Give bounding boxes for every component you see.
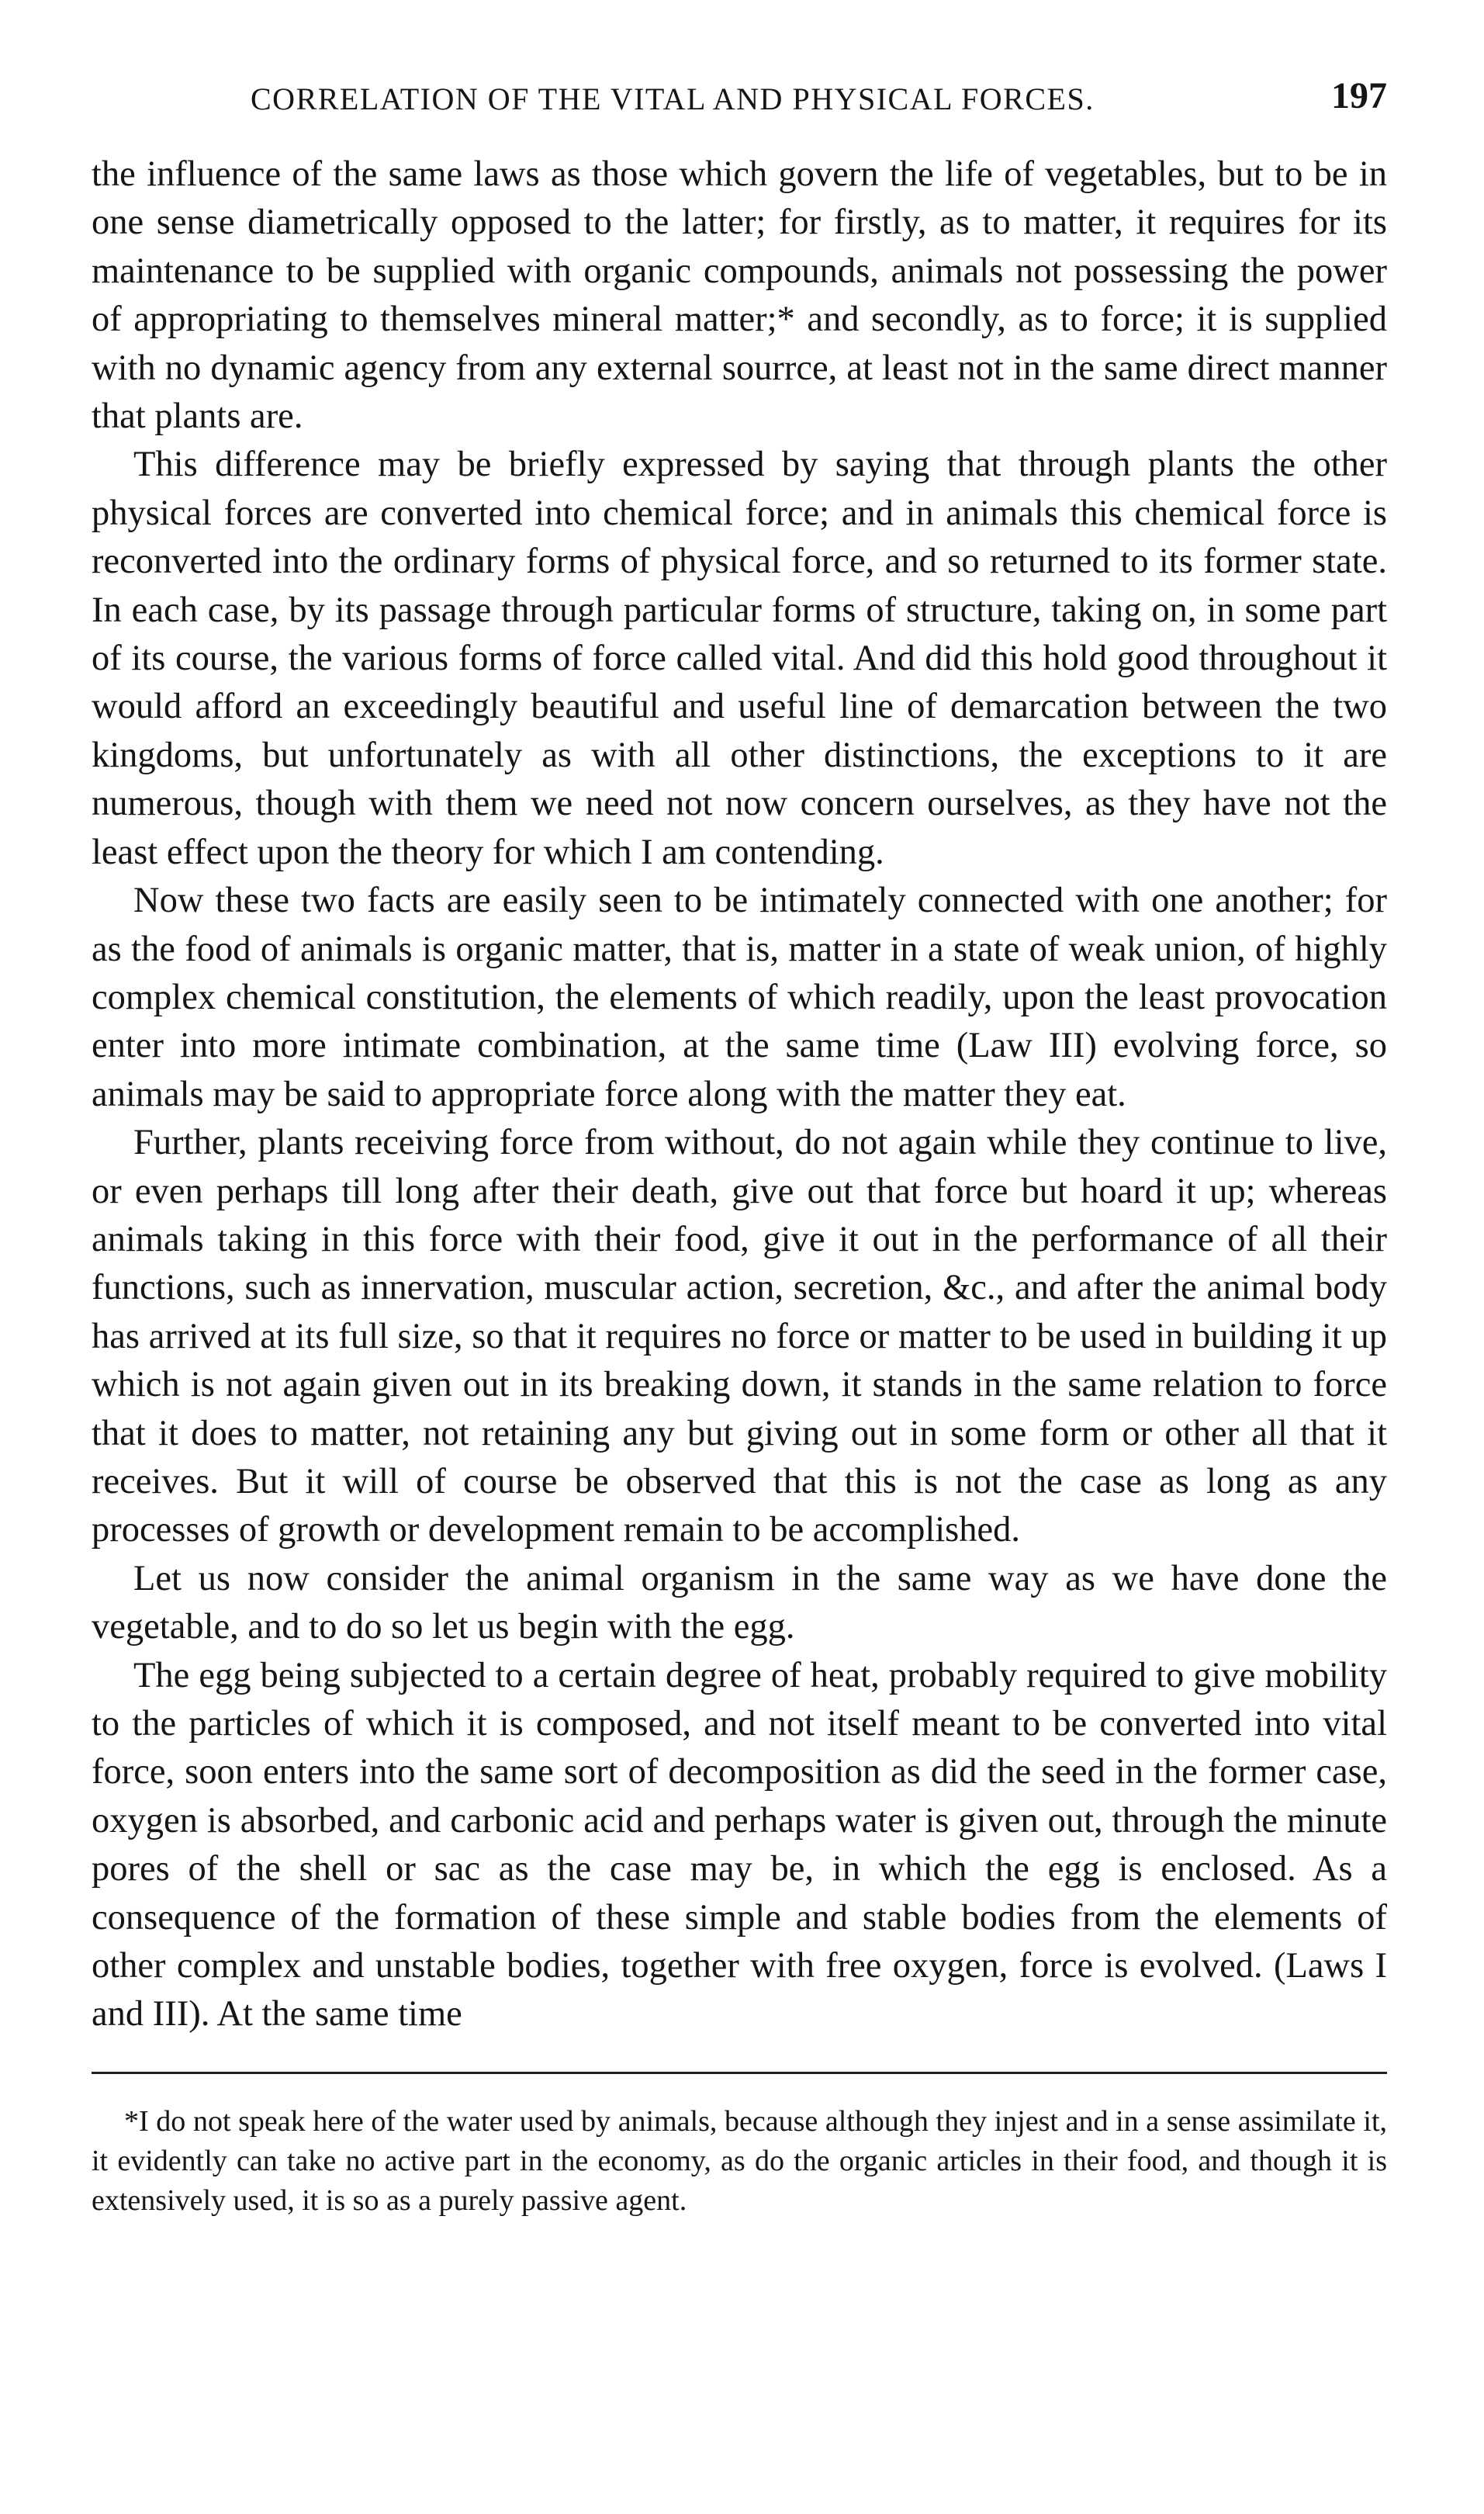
footnote-divider — [92, 2072, 1387, 2074]
running-title: CORRELATION OF THE VITAL AND PHYSICAL FORCES. — [251, 81, 1095, 116]
paragraph: This difference may be briefly expressed by saying that through plants the other physical forces are converted into chemical force; and in animals this chemical force is reconverted into the ordinary forms of physical force, and so returned to its former state. In each case, by its passage through particular forms of structure, taking on, in some part of its course, the various forms of force called vital. And did this hold good throughout it would afford an exceedingly beautiful and useful line of demarcation between the two kingdoms, but unfortunately as with all other distinctions, the exceptions to it are numerous, though with them we need not now concern ourselves, as they have not the least effect upon the theory for which I am contending. — [92, 445, 1387, 872]
footnote — [92, 2102, 1387, 2221]
main-text — [92, 151, 1387, 2039]
paragraph: Let us now consider the animal organism in the same way as we have done the vegetable, and to do so let us begin with the egg. — [92, 1558, 1387, 1647]
book-page — [92, 71, 1387, 2221]
page-number: 197 — [1331, 75, 1387, 116]
running-header — [92, 71, 1387, 137]
footnote-text: *I do not speak here of the water used by animals, because although they injest and in a sense assimilate it, it evidently can take no active part in the economy, as do the organic articles in their food, and though it is extensively used, it is so as a purely passive agent. — [92, 2104, 1387, 2217]
paragraph: Now these two facts are easily seen to be intimately connected with one another; for as the food of animals is organic matter, that is, matter in a state of weak union, of highly complex chemical constitution, the elements of which readily, upon the least provocation enter into more intimate combination, at the same time (Law III) evolving force, so animals may be said to appropriate force along with the matter they eat. — [92, 881, 1387, 1114]
paragraph-continuation: the influence of the same laws as those which govern the life of vegetables, but to be in one sense diametrically opposed to the latter; for firstly, as to matter, it requires for its maintenance to be supplied with organic compounds, animals not possessing the power of appropriating to themselves mineral matter;* and secondly, as to force; it is supplied with no dynamic agency from any external sourrce, at least not in the same direct manner that plants are. — [92, 154, 1387, 437]
paragraph: Further, plants receiving force from without, do not again while they continue to live, or even perhaps till long after their death, give out that force but hoard it up; whereas animals taking in this force with their food, give it out in the performance of all their functions, such as innervation, muscular action, secretion, &c., and after the animal body has arrived at its full size, so that it requires no force or matter to be used in building it up which is not again given out in its breaking down, it stands in the same relation to force that it does to matter, not retaining any but giving out in some form or other all that it receives. But it will of course be observed that this is not the case as long as any processes of growth or development remain to be accomplished. — [92, 1123, 1387, 1550]
paragraph: The egg being subjected to a certain degree of heat, probably required to give mobility to the particles of which it is composed, and not itself meant to be converted into vital force, soon enters into the same sort of decomposition as did the seed in the former case, oxygen is absorbed, and carbonic acid and perhaps water is given out, through the minute pores of the shell or sac as the case may be, in which the egg is enclosed. As a consequence of the formation of these simple and stable bodies from the elements of other complex and unstable bodies, together with free oxygen, force is evolved. (Laws I and III). At the same time — [92, 1655, 1387, 2034]
